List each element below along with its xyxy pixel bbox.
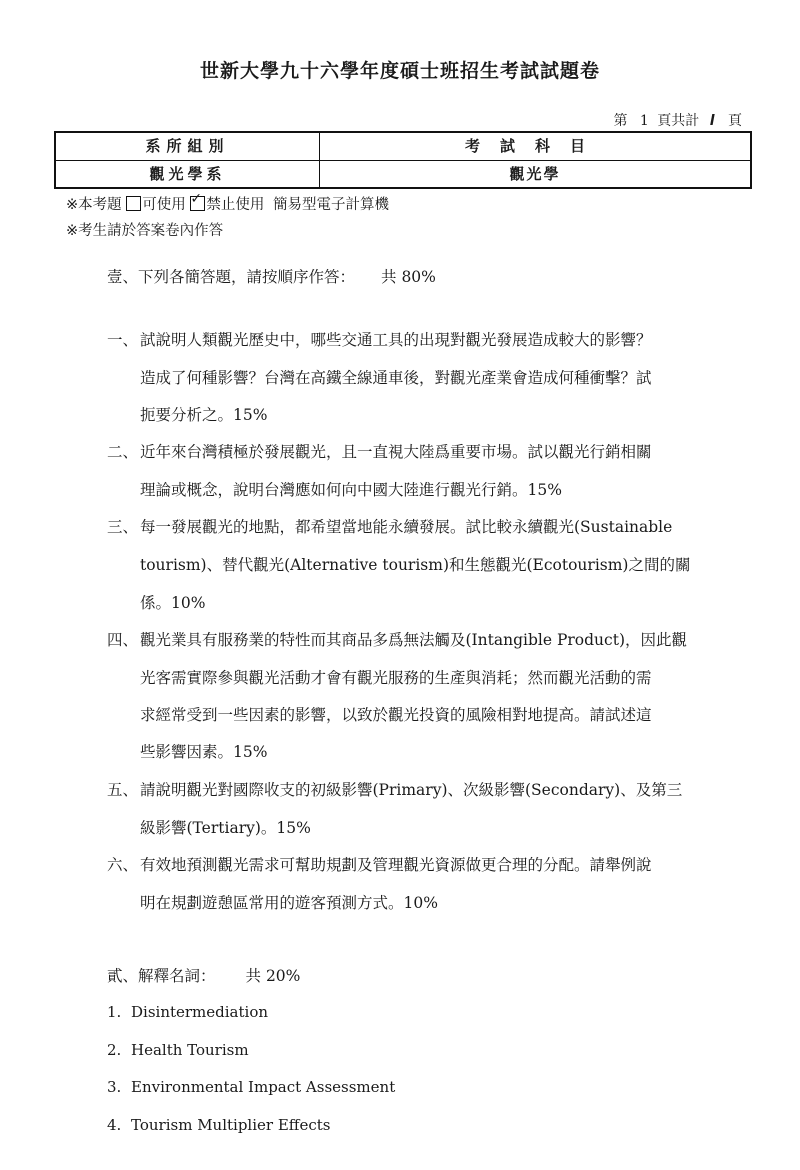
term-number: 2.: [107, 1041, 122, 1059]
question-line: 觀光業具有服務業的特性而其商品多爲無法觸及(Intangible Product)，因此觀: [140, 631, 687, 649]
page-counter: [613, 110, 742, 130]
term-text: Environmental Impact Assessment: [131, 1078, 396, 1096]
term-item: [107, 1003, 268, 1021]
notice-prefix: ※本考題: [66, 197, 122, 213]
allowed-checkbox: [126, 196, 141, 211]
term-number: 1.: [107, 1003, 122, 1021]
question-line: 請說明觀光對國際收支的初級影響(Primary)、次級影響(Secondary)、及第三: [140, 781, 683, 799]
subject-value: 觀光學: [509, 165, 561, 183]
section-2-heading: [107, 964, 300, 986]
page-label-suffix: 頁: [728, 113, 742, 129]
section-1-heading: [107, 265, 436, 287]
term-text: Tourism Multiplier Effects: [131, 1116, 331, 1134]
exam-info-table: [54, 131, 752, 189]
page-label-mid: 頁共計: [657, 113, 700, 129]
page-number: 1: [639, 113, 649, 129]
question-line: 些影響因素。15%: [140, 743, 268, 761]
page-title: 世新大學九十六學年度碩士班招生考試試題卷: [199, 60, 600, 82]
section-1-title: 壹、下列各簡答題，請按順序作答：: [107, 268, 356, 286]
question-number: 五、: [107, 781, 139, 799]
question-line: 明在規劃遊憩區常用的遊客預測方式。10%: [140, 894, 438, 912]
question-line: 扼要分析之。15%: [140, 406, 268, 424]
question-number: 二、: [107, 443, 139, 461]
table-value-row: [56, 161, 750, 188]
term-number: 3.: [107, 1078, 122, 1096]
check-mark-icon: ✓: [190, 191, 203, 207]
section-2-percent: 共 20%: [245, 967, 301, 985]
department-header: 系所組別: [56, 133, 320, 160]
notice-suffix: 簡易型電子計算機: [272, 197, 389, 213]
calculator-notice: [66, 193, 389, 214]
term-text: Health Tourism: [131, 1041, 249, 1059]
subject-header: 考試科目: [464, 137, 605, 155]
table-header-row: [56, 133, 750, 161]
question-line: 造成了何種影響？台灣在高鐵全線通車後，對觀光產業會造成何種衝擊？試: [140, 369, 652, 387]
question-line: 理論或概念，說明台灣應如何向中國大陸進行觀光行銷。15%: [140, 481, 562, 499]
question-number: 三、: [107, 518, 139, 536]
section-2-title: 貳、解釋名詞：: [107, 967, 216, 985]
question-line: 級影響(Tertiary)。15%: [140, 819, 311, 837]
allowed-label: 可使用: [142, 197, 186, 213]
section-1-percent: 共 80%: [381, 268, 436, 286]
question-line: 求經常受到一些因素的影響，以致於觀光投資的風險相對地提高。請試述這: [140, 706, 652, 724]
question-number: 四、: [107, 631, 139, 649]
question-line: 光客需實際參與觀光活動才會有觀光服務的生產與消耗；然而觀光活動的需: [140, 669, 652, 687]
question-line: tourism)、替代觀光(Alternative tourism)和生態觀光(Ecotourism)之間的關: [140, 556, 691, 574]
page-label-prefix: 第: [613, 113, 628, 129]
forbidden-label: 禁止使用: [206, 197, 265, 213]
term-item: [107, 1041, 249, 1059]
question-line: 每一發展觀光的地點，都希望當地能永續發展。試比較永續觀光(Sustainable: [140, 518, 673, 536]
forbidden-checkbox: [190, 191, 205, 211]
question-line: 係。10%: [140, 594, 206, 612]
term-item: [107, 1116, 330, 1134]
total-pages: l: [709, 113, 715, 129]
question-line: 試說明人類觀光歷史中，哪些交通工具的出現對觀光發展造成較大的影響？: [140, 331, 652, 349]
question-line: 有效地預測觀光需求可幫助規劃及管理觀光資源做更合理的分配。請舉例說: [140, 856, 652, 874]
term-number: 4.: [107, 1116, 122, 1134]
question-number: 六、: [107, 856, 139, 874]
term-text: Disintermediation: [131, 1003, 269, 1021]
term-item: [107, 1078, 395, 1096]
department-value: 觀光學系: [56, 161, 320, 188]
answer-sheet-notice: ※考生請於答案卷內作答: [66, 223, 224, 239]
question-line: 近年來台灣積極於發展觀光，且一直視大陸爲重要市場。試以觀光行銷相關: [140, 443, 652, 461]
question-number: 一、: [107, 331, 139, 349]
